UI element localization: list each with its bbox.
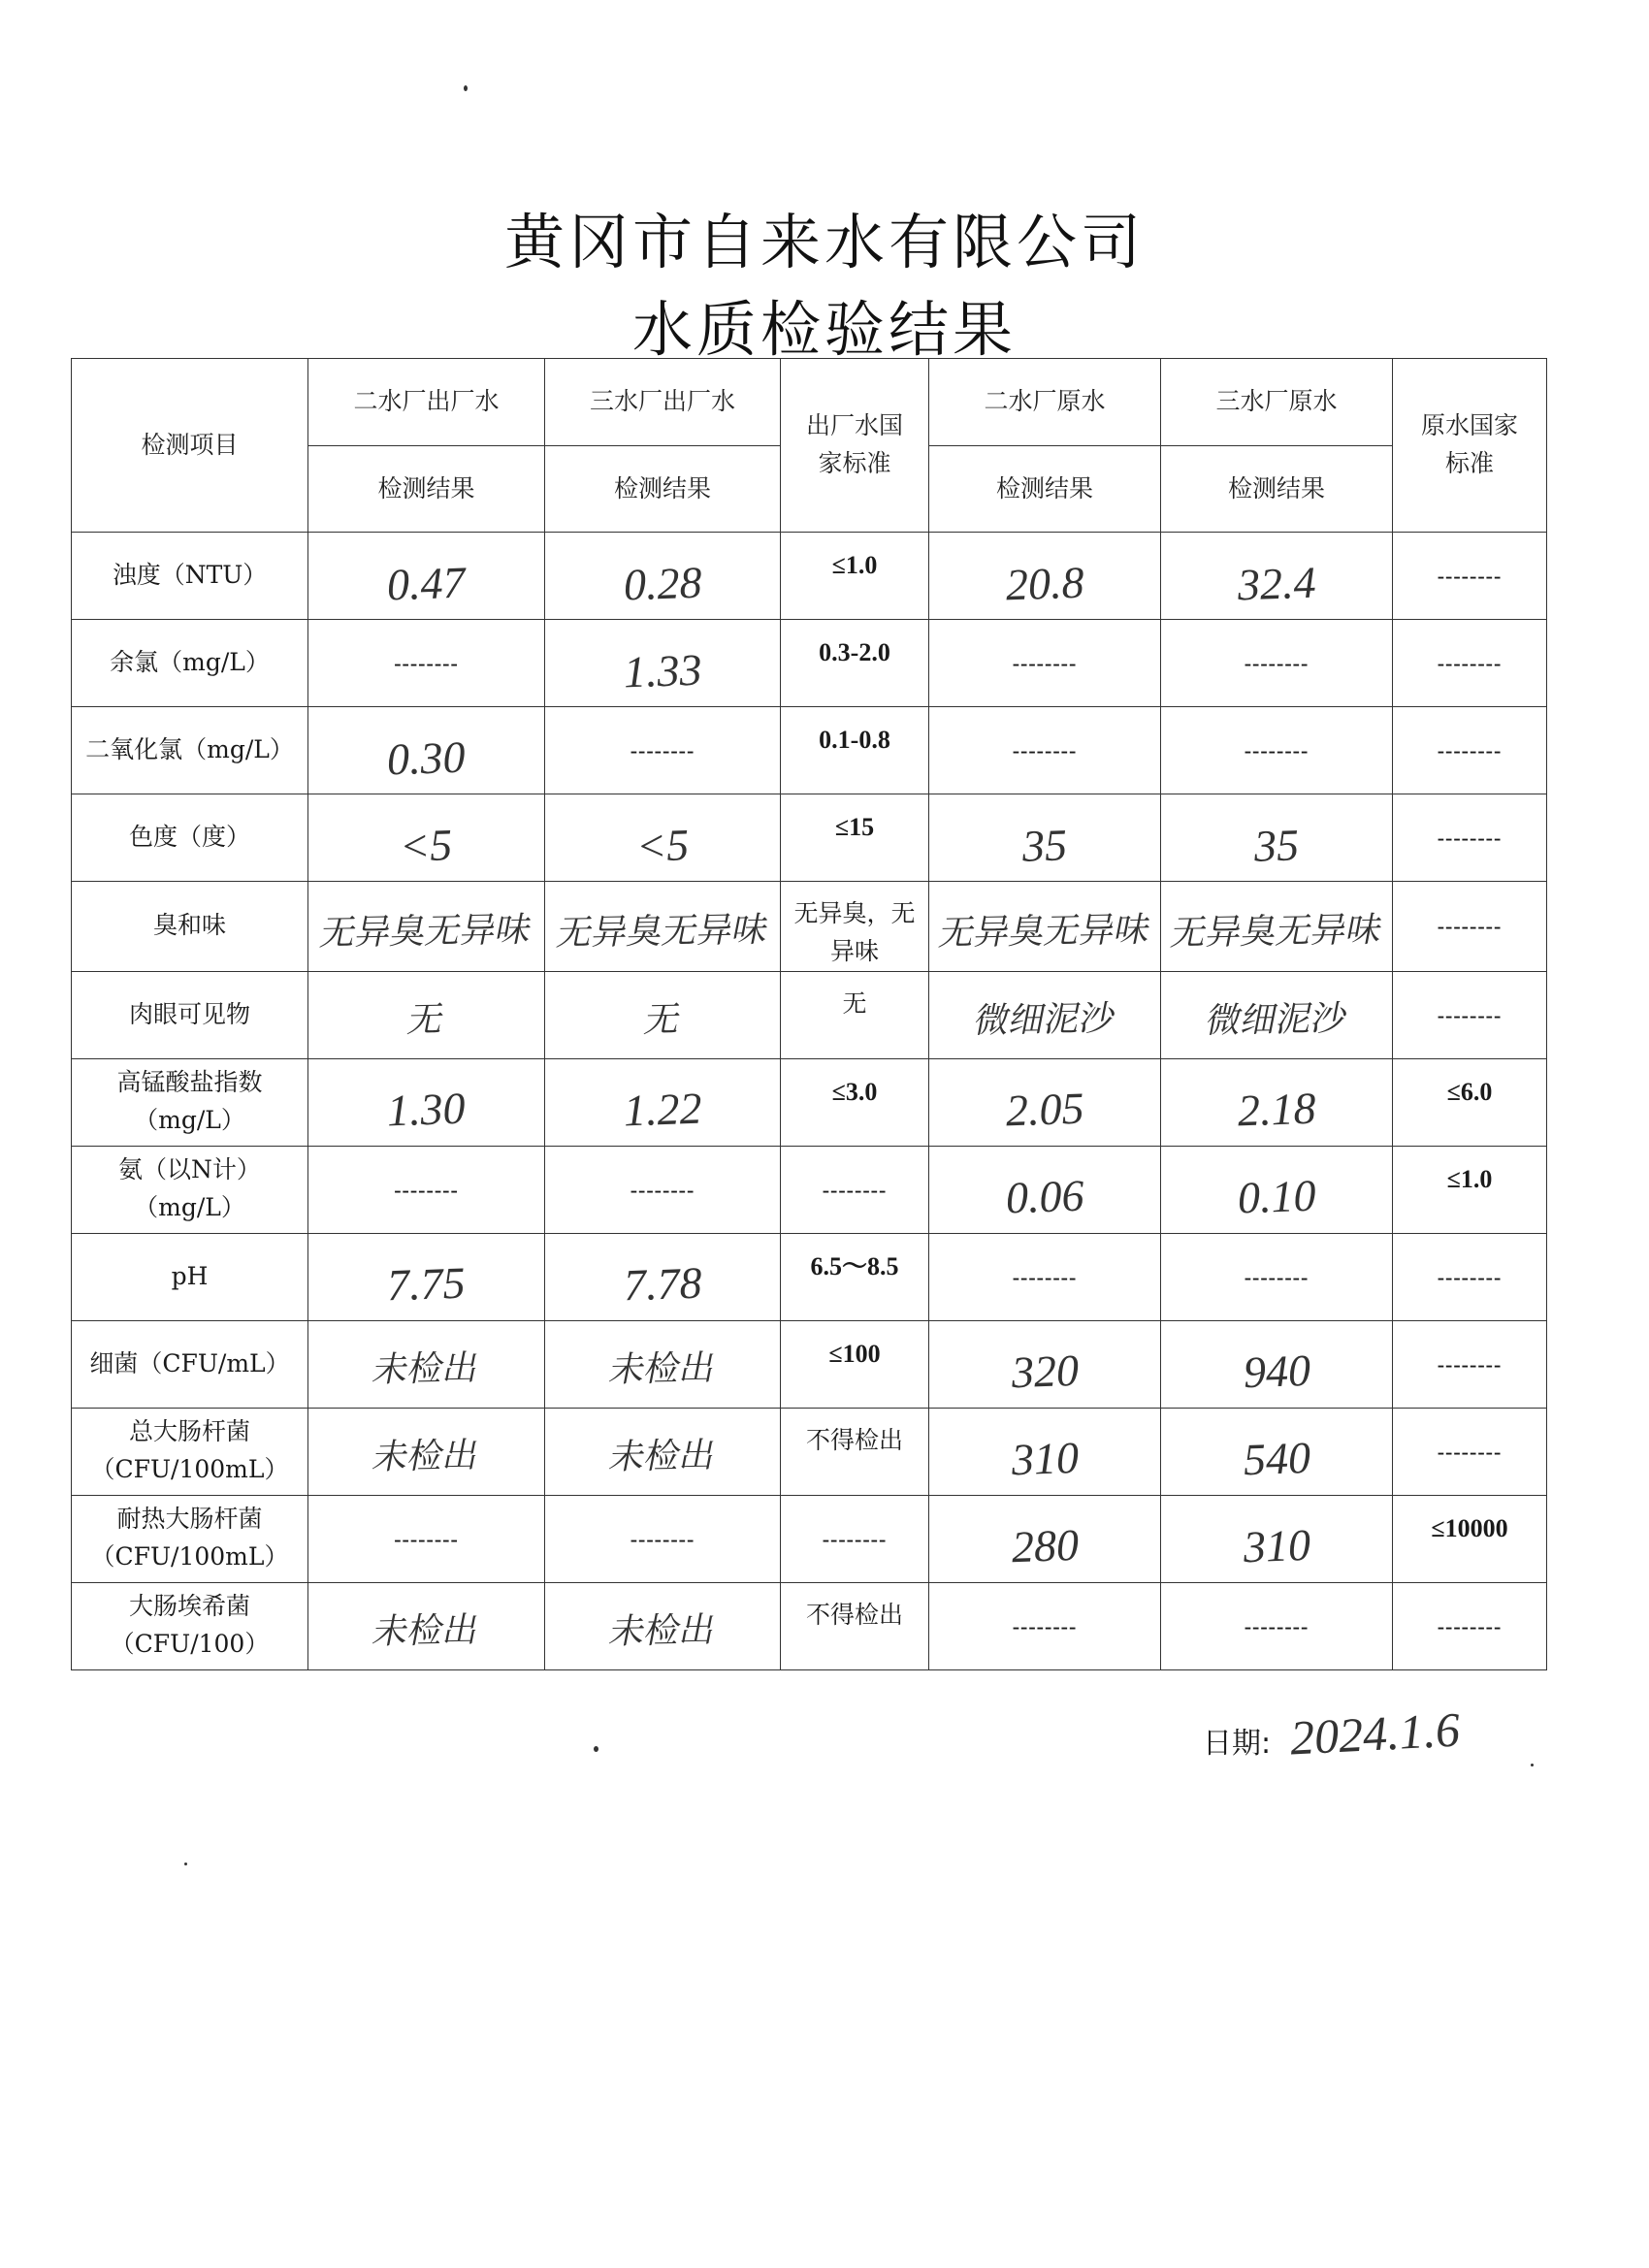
raw-standard-cell	[1393, 1146, 1547, 1233]
scan-speck	[594, 1746, 598, 1752]
plant2-raw-result: --------	[1012, 1264, 1078, 1289]
plant3-out-result-cell	[545, 1058, 781, 1146]
raw-standard-cell	[1393, 1233, 1547, 1320]
plant3-raw-result-cell	[1161, 1320, 1393, 1408]
plant2-out-result: 无	[404, 999, 448, 1041]
plant3-out-result: 0.28	[622, 557, 703, 610]
plant3-raw-result: 310	[1242, 1520, 1311, 1572]
row-item: 细菌（CFU/mL）	[72, 1320, 308, 1408]
raw-standard: --------	[1437, 738, 1503, 763]
plant2-out-result-cell	[308, 533, 545, 620]
plant3-out-result-cell	[545, 1408, 781, 1495]
plant3-out-result: --------	[630, 738, 695, 763]
raw-standard: --------	[1437, 1613, 1503, 1638]
header-result: 检测结果	[545, 446, 781, 533]
plant3-out-result-cell	[545, 707, 781, 794]
raw-standard: ≤6.0	[1446, 1077, 1493, 1106]
plant3-out-result-cell	[545, 794, 781, 882]
plant3-raw-result-cell	[1161, 1233, 1393, 1320]
scan-speck	[464, 85, 468, 91]
raw-standard-cell	[1393, 794, 1547, 882]
out-standard-cell	[781, 707, 929, 794]
plant3-raw-result-cell	[1161, 1495, 1393, 1582]
out-standard: ≤100	[828, 1339, 881, 1368]
plant2-out-result: 未检出	[370, 1610, 483, 1653]
raw-standard: --------	[1437, 651, 1503, 676]
plant2-raw-result: 320	[1010, 1345, 1080, 1398]
table-row	[72, 1408, 1547, 1495]
plant3-raw-result: --------	[1244, 651, 1310, 676]
plant3-raw-result: 940	[1242, 1345, 1311, 1398]
plant3-out-result-cell	[545, 1146, 781, 1233]
plant3-raw-result: 2.18	[1236, 1083, 1317, 1136]
plant3-out-result: 7.78	[622, 1257, 703, 1311]
plant2-out-result: 7.75	[386, 1257, 467, 1311]
plant2-out-result-cell	[308, 1320, 545, 1408]
out-standard-cell	[781, 971, 929, 1058]
out-standard-cell	[781, 1408, 929, 1495]
plant2-out-result: 1.30	[386, 1083, 467, 1136]
raw-standard-cell	[1393, 1408, 1547, 1495]
header-out-standard: 出厂水国家标准	[781, 359, 929, 533]
plant2-out-result: 0.30	[386, 731, 467, 785]
plant3-out-result: 未检出	[605, 1436, 720, 1478]
row-item: pH	[72, 1233, 308, 1320]
row-item: 余氯（mg/L）	[72, 620, 308, 707]
header-plant3-raw: 三水厂原水	[1161, 359, 1393, 446]
raw-standard-cell	[1393, 533, 1547, 620]
header-result: 检测结果	[308, 446, 545, 533]
plant3-raw-result-cell	[1161, 1058, 1393, 1146]
out-standard: ≤1.0	[831, 551, 878, 579]
out-standard: ≤3.0	[831, 1077, 878, 1106]
plant2-raw-result: --------	[1012, 738, 1078, 763]
plant3-raw-result: --------	[1244, 1613, 1310, 1638]
header-raw-standard: 原水国家标准	[1393, 359, 1547, 533]
plant3-out-result-cell	[545, 882, 781, 972]
plant3-raw-result: 0.10	[1236, 1170, 1317, 1223]
out-standard: --------	[822, 1177, 888, 1202]
scan-speck	[1531, 1764, 1534, 1766]
header-plant2-out: 二水厂出厂水	[308, 359, 545, 446]
row-item: 臭和味	[72, 882, 308, 972]
plant2-out-result: 未检出	[370, 1436, 483, 1478]
table-row	[72, 1058, 1547, 1146]
plant2-raw-result-cell	[929, 1582, 1161, 1669]
raw-standard: ≤1.0	[1446, 1164, 1493, 1193]
out-standard: ≤15	[834, 813, 875, 841]
raw-standard: ≤10000	[1431, 1513, 1508, 1542]
raw-standard-cell	[1393, 1320, 1547, 1408]
plant2-out-result-cell	[308, 1495, 545, 1582]
out-standard-cell	[781, 1233, 929, 1320]
plant3-out-result-cell	[545, 1495, 781, 1582]
out-standard-cell	[781, 1495, 929, 1582]
header-result: 检测结果	[1161, 446, 1393, 533]
plant2-raw-result: --------	[1012, 1613, 1078, 1638]
plant3-out-result: 未检出	[605, 1348, 720, 1391]
company-title: 黄冈市自来水有限公司	[503, 207, 1145, 277]
out-standard-cell	[781, 620, 929, 707]
header-plant2-raw: 二水厂原水	[929, 359, 1161, 446]
plant2-raw-result-cell	[929, 707, 1161, 794]
raw-standard-cell	[1393, 1058, 1547, 1146]
out-standard: 无异臭，无异味	[793, 899, 916, 965]
plant3-raw-result: --------	[1244, 738, 1310, 763]
scan-speck	[184, 1863, 187, 1865]
raw-standard-cell	[1393, 882, 1547, 972]
plant3-out-result: 1.22	[622, 1083, 703, 1136]
plant3-raw-result-cell	[1161, 794, 1393, 882]
plant3-out-result-cell	[545, 1582, 781, 1669]
raw-standard: --------	[1437, 1351, 1503, 1377]
header-item: 检测项目	[72, 359, 308, 533]
plant2-raw-result: 35	[1021, 820, 1068, 871]
row-item: 大肠埃希菌（CFU/100）	[72, 1582, 308, 1669]
plant2-out-result: --------	[394, 651, 459, 676]
plant3-out-result: 1.33	[622, 644, 703, 697]
date-value: 2024.1.6	[1288, 1701, 1462, 1766]
plant2-out-result-cell	[308, 1233, 545, 1320]
raw-standard: --------	[1437, 564, 1503, 589]
plant3-out-result-cell	[545, 1320, 781, 1408]
raw-standard-cell	[1393, 1495, 1547, 1582]
plant2-out-result-cell	[308, 620, 545, 707]
table-row	[72, 1146, 1547, 1233]
raw-standard: --------	[1437, 1002, 1503, 1027]
plant2-out-result: 未检出	[370, 1348, 483, 1391]
plant2-raw-result: 280	[1010, 1520, 1080, 1572]
plant3-raw-result: 540	[1242, 1433, 1311, 1485]
table-row	[72, 533, 1547, 620]
plant3-raw-result-cell	[1161, 882, 1393, 972]
plant3-out-result-cell	[545, 533, 781, 620]
plant2-raw-result-cell	[929, 1146, 1161, 1233]
plant2-raw-result-cell	[929, 971, 1161, 1058]
plant3-out-result: --------	[630, 1177, 695, 1202]
raw-standard: --------	[1437, 914, 1503, 939]
plant3-out-result-cell	[545, 620, 781, 707]
plant3-out-result-cell	[545, 1233, 781, 1320]
plant3-raw-result: --------	[1244, 1264, 1310, 1289]
header-result: 检测结果	[929, 446, 1161, 533]
plant3-out-result: 未检出	[605, 1610, 720, 1653]
plant2-out-result-cell	[308, 882, 545, 972]
table-row	[72, 1320, 1547, 1408]
out-standard: --------	[822, 1526, 888, 1551]
plant2-out-result-cell	[308, 1408, 545, 1495]
out-standard-cell	[781, 1582, 929, 1669]
out-standard: 不得检出	[805, 1600, 903, 1629]
plant2-raw-result: 2.05	[1004, 1083, 1085, 1136]
out-standard: 0.3-2.0	[819, 638, 890, 666]
table-row	[72, 882, 1547, 972]
water-quality-table	[71, 358, 1547, 1670]
row-item: 总大肠杆菌（CFU/100mL）	[72, 1408, 308, 1495]
plant3-raw-result: 微细泥沙	[1202, 998, 1351, 1042]
out-standard: 6.5～8.5	[810, 1251, 899, 1280]
plant2-raw-result-cell	[929, 1495, 1161, 1582]
plant3-raw-result-cell	[1161, 1408, 1393, 1495]
out-standard-cell	[781, 1146, 929, 1233]
plant2-out-result-cell	[308, 1146, 545, 1233]
plant2-raw-result: 微细泥沙	[970, 998, 1119, 1042]
plant2-raw-result: 无异臭无异味	[935, 909, 1154, 954]
report-title: 水质检验结果	[631, 294, 1017, 365]
plant2-raw-result-cell	[929, 794, 1161, 882]
row-item: 浊度（NTU）	[72, 533, 308, 620]
plant2-out-result: 无异臭无异味	[317, 909, 535, 954]
row-item: 二氧化氯（mg/L）	[72, 707, 308, 794]
out-standard: 无	[842, 988, 867, 1018]
raw-standard-cell	[1393, 620, 1547, 707]
plant2-out-result-cell	[308, 971, 545, 1058]
plant2-out-result-cell	[308, 1582, 545, 1669]
table-row	[72, 794, 1547, 882]
plant2-out-result-cell	[308, 707, 545, 794]
plant2-out-result: <5	[399, 819, 454, 871]
plant2-raw-result: --------	[1012, 651, 1078, 676]
table-row	[72, 1233, 1547, 1320]
table-row	[72, 1582, 1547, 1669]
plant2-raw-result-cell	[929, 1058, 1161, 1146]
table-row	[72, 707, 1547, 794]
table-row	[72, 620, 1547, 707]
plant3-out-result: 无异臭无异味	[553, 909, 772, 954]
raw-standard: --------	[1437, 1264, 1503, 1289]
row-item: 色度（度）	[72, 794, 308, 882]
out-standard: 不得检出	[805, 1425, 903, 1454]
plant2-raw-result-cell	[929, 1233, 1161, 1320]
plant3-raw-result: 无异臭无异味	[1167, 909, 1386, 954]
raw-standard-cell	[1393, 707, 1547, 794]
plant3-raw-result-cell	[1161, 533, 1393, 620]
out-standard-cell	[781, 1058, 929, 1146]
row-item: 耐热大肠杆菌（CFU/100mL）	[72, 1495, 308, 1582]
row-item: 氨（以N计）（mg/L）	[72, 1146, 308, 1233]
plant2-raw-result-cell	[929, 1320, 1161, 1408]
plant2-out-result: --------	[394, 1526, 459, 1551]
plant2-raw-result-cell	[929, 533, 1161, 620]
plant2-raw-result: 0.06	[1004, 1170, 1085, 1223]
plant3-raw-result-cell	[1161, 707, 1393, 794]
plant2-raw-result-cell	[929, 882, 1161, 972]
row-item: 肉眼可见物	[72, 971, 308, 1058]
header-plant3-out: 三水厂出厂水	[545, 359, 781, 446]
plant2-raw-result: 20.8	[1004, 557, 1085, 610]
plant2-out-result-cell	[308, 794, 545, 882]
plant2-raw-result: 310	[1010, 1433, 1080, 1485]
out-standard-cell	[781, 794, 929, 882]
row-item: 高锰酸盐指数（mg/L）	[72, 1058, 308, 1146]
date-label: 日期:	[1203, 1727, 1272, 1761]
out-standard-cell	[781, 882, 929, 972]
plant3-out-result-cell	[545, 971, 781, 1058]
raw-standard: --------	[1437, 1439, 1503, 1464]
out-standard-cell	[781, 1320, 929, 1408]
raw-standard-cell	[1393, 971, 1547, 1058]
plant3-raw-result-cell	[1161, 620, 1393, 707]
plant3-out-result: <5	[635, 819, 690, 871]
out-standard-cell	[781, 533, 929, 620]
out-standard: 0.1-0.8	[819, 726, 890, 754]
plant3-raw-result-cell	[1161, 971, 1393, 1058]
plant2-out-result-cell	[308, 1058, 545, 1146]
plant2-out-result: 0.47	[386, 557, 467, 610]
plant3-raw-result-cell	[1161, 1146, 1393, 1233]
raw-standard-cell	[1393, 1582, 1547, 1669]
table-row	[72, 971, 1547, 1058]
plant3-out-result: --------	[630, 1526, 695, 1551]
plant2-raw-result-cell	[929, 1408, 1161, 1495]
plant3-out-result: 无	[640, 999, 685, 1041]
table-row	[72, 1495, 1547, 1582]
plant3-raw-result-cell	[1161, 1582, 1393, 1669]
plant3-raw-result: 35	[1253, 820, 1300, 871]
plant2-out-result: --------	[394, 1177, 459, 1202]
plant3-raw-result: 32.4	[1236, 557, 1317, 610]
raw-standard: --------	[1437, 826, 1503, 851]
plant2-raw-result-cell	[929, 620, 1161, 707]
